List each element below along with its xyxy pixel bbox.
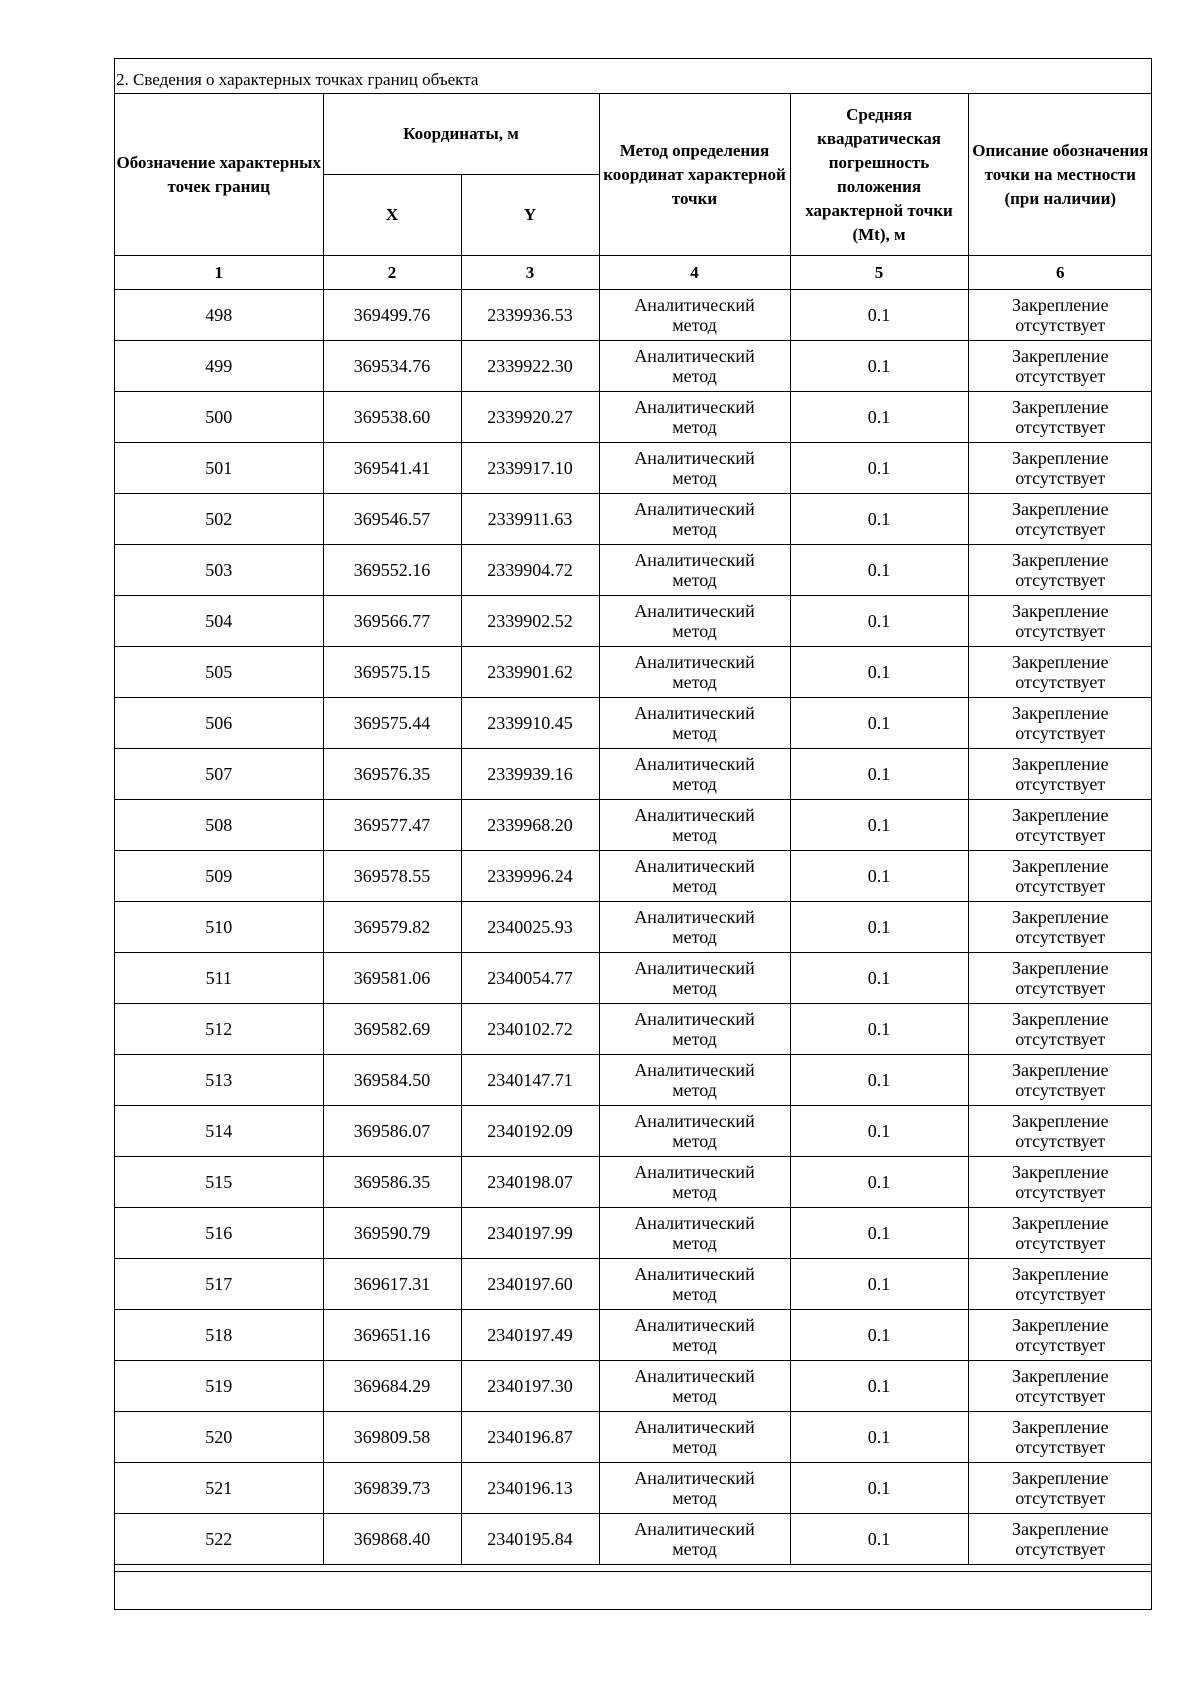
error-cell: 0.1 [790, 443, 968, 494]
method-cell [599, 698, 790, 749]
description-cell-line: Закрепление [1011, 550, 1109, 570]
description-cell [968, 443, 1152, 494]
point-cell: 499 [115, 341, 323, 392]
x-coordinate-cell: 369577.47 [323, 800, 461, 851]
method-cell [599, 647, 790, 698]
x-coordinate-cell: 369538.60 [323, 392, 461, 443]
description-cell-line: Закрепление [1011, 907, 1109, 927]
method-cell-line: Аналитический [634, 1111, 755, 1131]
table-row [115, 1055, 1152, 1106]
point-cell: 505 [115, 647, 323, 698]
table-body [115, 290, 1152, 1565]
description-cell [968, 1055, 1152, 1106]
description-cell [968, 341, 1152, 392]
method-cell-line: метод [672, 1539, 717, 1559]
error-cell: 0.1 [790, 1259, 968, 1310]
table-row [115, 851, 1152, 902]
error-cell: 0.1 [790, 800, 968, 851]
y-coordinate-cell: 2340196.13 [461, 1463, 599, 1514]
point-cell: 513 [115, 1055, 323, 1106]
x-coordinate-cell: 369581.06 [323, 953, 461, 1004]
method-cell-line: Аналитический [634, 1519, 755, 1539]
column-number: 6 [968, 256, 1152, 290]
table-row [115, 698, 1152, 749]
method-cell [599, 1208, 790, 1259]
method-cell-line: метод [672, 723, 717, 743]
y-coordinate-cell: 2339902.52 [461, 596, 599, 647]
error-cell: 0.1 [790, 596, 968, 647]
x-coordinate-cell: 369499.76 [323, 290, 461, 341]
x-coordinate-cell: 369584.50 [323, 1055, 461, 1106]
description-cell [968, 1361, 1152, 1412]
description-cell-line: Закрепление [1011, 499, 1109, 519]
header-description: Описание обозначения точки на местности (при наличии) [968, 94, 1152, 256]
description-cell [968, 596, 1152, 647]
y-coordinate-cell: 2340197.60 [461, 1259, 599, 1310]
error-cell: 0.1 [790, 1055, 968, 1106]
description-cell-line: отсутствует [1015, 927, 1106, 947]
y-coordinate-cell: 2339936.53 [461, 290, 599, 341]
x-coordinate-cell: 369586.35 [323, 1157, 461, 1208]
x-coordinate-cell: 369546.57 [323, 494, 461, 545]
method-cell-line: Аналитический [634, 295, 755, 315]
description-cell-line: отсутствует [1015, 1284, 1106, 1304]
point-cell: 508 [115, 800, 323, 851]
description-cell [968, 1208, 1152, 1259]
description-cell [968, 392, 1152, 443]
header-point-designation: Обозначение характерных точек границ [115, 94, 323, 256]
column-number: 3 [461, 256, 599, 290]
y-coordinate-cell: 2339911.63 [461, 494, 599, 545]
error-cell: 0.1 [790, 1106, 968, 1157]
error-cell: 0.1 [790, 545, 968, 596]
x-coordinate-cell: 369651.16 [323, 1310, 461, 1361]
table-row [115, 1361, 1152, 1412]
method-cell-line: Аналитический [634, 1366, 755, 1386]
method-cell-line: Аналитический [634, 1060, 755, 1080]
description-cell-line: отсутствует [1015, 1335, 1106, 1355]
table-row [115, 647, 1152, 698]
method-cell [599, 1412, 790, 1463]
description-cell-line: отсутствует [1015, 417, 1106, 437]
x-coordinate-cell: 369617.31 [323, 1259, 461, 1310]
description-cell-line: Закрепление [1011, 397, 1109, 417]
method-cell [599, 494, 790, 545]
method-cell-line: метод [672, 1080, 717, 1100]
description-cell-line: Закрепление [1011, 652, 1109, 672]
method-cell-line: Аналитический [634, 703, 755, 723]
y-coordinate-cell: 2339920.27 [461, 392, 599, 443]
table-row [115, 290, 1152, 341]
method-cell [599, 851, 790, 902]
error-cell: 0.1 [790, 290, 968, 341]
y-coordinate-cell: 2340197.99 [461, 1208, 599, 1259]
table-row [115, 494, 1152, 545]
point-cell: 518 [115, 1310, 323, 1361]
method-cell-line: Аналитический [634, 1468, 755, 1488]
point-cell: 512 [115, 1004, 323, 1055]
y-coordinate-cell: 2340195.84 [461, 1514, 599, 1565]
description-cell-line: Закрепление [1011, 1315, 1109, 1335]
table-row [115, 1157, 1152, 1208]
point-cell: 501 [115, 443, 323, 494]
table-row [115, 1463, 1152, 1514]
point-cell: 504 [115, 596, 323, 647]
method-cell-line: Аналитический [634, 856, 755, 876]
method-cell [599, 1259, 790, 1310]
point-cell: 498 [115, 290, 323, 341]
header-x: X [323, 175, 461, 256]
method-cell [599, 1463, 790, 1514]
description-cell [968, 1310, 1152, 1361]
table-row [115, 596, 1152, 647]
method-cell [599, 1514, 790, 1565]
method-cell-line: метод [672, 774, 717, 794]
point-cell: 514 [115, 1106, 323, 1157]
description-cell-line: отсутствует [1015, 1182, 1106, 1202]
x-coordinate-cell: 369575.44 [323, 698, 461, 749]
description-cell-line: Закрепление [1011, 703, 1109, 723]
method-cell-line: метод [672, 876, 717, 896]
method-cell [599, 1361, 790, 1412]
section-caption: 2. Сведения о характерных точках границ объекта [115, 59, 1151, 94]
header-mean-square-error: Средняя квадратическая погрешность положения характерной точки (Mt), м [790, 94, 968, 256]
description-cell [968, 800, 1152, 851]
method-cell-line: Аналитический [634, 1417, 755, 1437]
method-cell-line: метод [672, 1233, 717, 1253]
method-cell-line: метод [672, 621, 717, 641]
method-cell [599, 1310, 790, 1361]
method-cell-line: метод [672, 366, 717, 386]
description-cell [968, 290, 1152, 341]
description-cell-line: отсутствует [1015, 825, 1106, 845]
method-cell-line: Аналитический [634, 499, 755, 519]
description-cell-line: отсутствует [1015, 1386, 1106, 1406]
description-cell-line: Закрепление [1011, 1468, 1109, 1488]
error-cell: 0.1 [790, 392, 968, 443]
description-cell [968, 902, 1152, 953]
description-cell-line: Закрепление [1011, 1060, 1109, 1080]
y-coordinate-cell: 2340197.49 [461, 1310, 599, 1361]
y-coordinate-cell: 2339901.62 [461, 647, 599, 698]
error-cell: 0.1 [790, 1157, 968, 1208]
description-cell-line: отсутствует [1015, 1029, 1106, 1049]
table-row [115, 1259, 1152, 1310]
x-coordinate-cell: 369575.15 [323, 647, 461, 698]
error-cell: 0.1 [790, 749, 968, 800]
description-cell [968, 1259, 1152, 1310]
header-method: Метод определения координат характерной точки [599, 94, 790, 256]
column-number-row [115, 256, 1152, 290]
method-cell-line: Аналитический [634, 805, 755, 825]
error-cell: 0.1 [790, 341, 968, 392]
error-cell: 0.1 [790, 1514, 968, 1565]
y-coordinate-cell: 2339968.20 [461, 800, 599, 851]
description-cell-line: Закрепление [1011, 1264, 1109, 1284]
y-coordinate-cell: 2340192.09 [461, 1106, 599, 1157]
x-coordinate-cell: 369541.41 [323, 443, 461, 494]
error-cell: 0.1 [790, 1463, 968, 1514]
method-cell-line: метод [672, 1284, 717, 1304]
description-cell-line: отсутствует [1015, 876, 1106, 896]
y-coordinate-cell: 2340054.77 [461, 953, 599, 1004]
method-cell-line: метод [672, 1029, 717, 1049]
point-cell: 503 [115, 545, 323, 596]
description-cell-line: отсутствует [1015, 1539, 1106, 1559]
description-cell-line: отсутствует [1015, 570, 1106, 590]
point-cell: 502 [115, 494, 323, 545]
method-cell [599, 1157, 790, 1208]
y-coordinate-cell: 2339922.30 [461, 341, 599, 392]
error-cell: 0.1 [790, 851, 968, 902]
description-cell-line: отсутствует [1015, 774, 1106, 794]
method-cell-line: Аналитический [634, 550, 755, 570]
method-cell-line: Аналитический [634, 652, 755, 672]
table-row [115, 1412, 1152, 1463]
error-cell: 0.1 [790, 1310, 968, 1361]
boundary-points-table [115, 93, 1152, 1565]
method-cell-line: Аналитический [634, 397, 755, 417]
y-coordinate-cell: 2340196.87 [461, 1412, 599, 1463]
header-y: Y [461, 175, 599, 256]
description-cell [968, 1514, 1152, 1565]
error-cell: 0.1 [790, 953, 968, 1004]
error-cell: 0.1 [790, 698, 968, 749]
description-cell [968, 1106, 1152, 1157]
x-coordinate-cell: 369534.76 [323, 341, 461, 392]
error-cell: 0.1 [790, 647, 968, 698]
table-row [115, 1106, 1152, 1157]
description-cell-line: отсутствует [1015, 978, 1106, 998]
y-coordinate-cell: 2339996.24 [461, 851, 599, 902]
x-coordinate-cell: 369579.82 [323, 902, 461, 953]
point-cell: 510 [115, 902, 323, 953]
y-coordinate-cell: 2340197.30 [461, 1361, 599, 1412]
method-cell-line: Аналитический [634, 448, 755, 468]
method-cell [599, 902, 790, 953]
point-cell: 516 [115, 1208, 323, 1259]
x-coordinate-cell: 369578.55 [323, 851, 461, 902]
table-header [115, 94, 1152, 290]
column-number: 5 [790, 256, 968, 290]
description-cell-line: Закрепление [1011, 346, 1109, 366]
description-cell-line: отсутствует [1015, 519, 1106, 539]
description-cell-line: Закрепление [1011, 805, 1109, 825]
table-row [115, 1208, 1152, 1259]
x-coordinate-cell: 369586.07 [323, 1106, 461, 1157]
table-footer-band [115, 1571, 1151, 1610]
description-cell-line: отсутствует [1015, 1437, 1106, 1457]
description-cell [968, 494, 1152, 545]
description-cell-line: Закрепление [1011, 1111, 1109, 1131]
method-cell-line: метод [672, 519, 717, 539]
description-cell-line: отсутствует [1015, 1488, 1106, 1508]
description-cell [968, 1412, 1152, 1463]
x-coordinate-cell: 369590.79 [323, 1208, 461, 1259]
description-cell [968, 1004, 1152, 1055]
method-cell [599, 953, 790, 1004]
y-coordinate-cell: 2339910.45 [461, 698, 599, 749]
description-cell-line: Закрепление [1011, 958, 1109, 978]
description-cell-line: Закрепление [1011, 1417, 1109, 1437]
table-row [115, 1310, 1152, 1361]
document-sheet [114, 58, 1152, 1610]
method-cell-line: Аналитический [634, 1315, 755, 1335]
method-cell-line: Аналитический [634, 1009, 755, 1029]
point-cell: 517 [115, 1259, 323, 1310]
method-cell [599, 341, 790, 392]
error-cell: 0.1 [790, 1412, 968, 1463]
table-row [115, 341, 1152, 392]
method-cell [599, 443, 790, 494]
description-cell-line: Закрепление [1011, 1366, 1109, 1386]
description-cell-line: отсутствует [1015, 1233, 1106, 1253]
method-cell [599, 392, 790, 443]
point-cell: 500 [115, 392, 323, 443]
error-cell: 0.1 [790, 1361, 968, 1412]
method-cell-line: метод [672, 672, 717, 692]
method-cell-line: Аналитический [634, 754, 755, 774]
description-cell [968, 749, 1152, 800]
method-cell-line: метод [672, 1335, 717, 1355]
description-cell [968, 698, 1152, 749]
method-cell [599, 800, 790, 851]
method-cell [599, 596, 790, 647]
table-row [115, 1004, 1152, 1055]
description-cell-line: Закрепление [1011, 1213, 1109, 1233]
table-row [115, 392, 1152, 443]
table-row [115, 953, 1152, 1004]
method-cell-line: Аналитический [634, 601, 755, 621]
table-row [115, 902, 1152, 953]
method-cell-line: метод [672, 978, 717, 998]
description-cell-line: Закрепление [1011, 601, 1109, 621]
point-cell: 521 [115, 1463, 323, 1514]
table-row [115, 443, 1152, 494]
table-row [115, 1514, 1152, 1565]
method-cell-line: Аналитический [634, 1213, 755, 1233]
error-cell: 0.1 [790, 902, 968, 953]
y-coordinate-cell: 2339939.16 [461, 749, 599, 800]
description-cell-line: отсутствует [1015, 723, 1106, 743]
description-cell [968, 1157, 1152, 1208]
method-cell [599, 290, 790, 341]
x-coordinate-cell: 369868.40 [323, 1514, 461, 1565]
point-cell: 511 [115, 953, 323, 1004]
point-cell: 507 [115, 749, 323, 800]
method-cell-line: метод [672, 570, 717, 590]
error-cell: 0.1 [790, 1004, 968, 1055]
method-cell-line: Аналитический [634, 958, 755, 978]
description-cell-line: отсутствует [1015, 1080, 1106, 1100]
description-cell-line: Закрепление [1011, 448, 1109, 468]
error-cell: 0.1 [790, 1208, 968, 1259]
description-cell-line: Закрепление [1011, 754, 1109, 774]
description-cell-line: отсутствует [1015, 315, 1106, 335]
method-cell-line: Аналитический [634, 1264, 755, 1284]
column-number: 2 [323, 256, 461, 290]
description-cell-line: Закрепление [1011, 1519, 1109, 1539]
description-cell-line: отсутствует [1015, 672, 1106, 692]
method-cell-line: метод [672, 825, 717, 845]
table-row [115, 800, 1152, 851]
description-cell [968, 647, 1152, 698]
description-cell-line: Закрепление [1011, 295, 1109, 315]
point-cell: 522 [115, 1514, 323, 1565]
x-coordinate-cell: 369552.16 [323, 545, 461, 596]
point-cell: 520 [115, 1412, 323, 1463]
method-cell [599, 1106, 790, 1157]
description-cell [968, 1463, 1152, 1514]
description-cell-line: отсутствует [1015, 366, 1106, 386]
point-cell: 506 [115, 698, 323, 749]
x-coordinate-cell: 369582.69 [323, 1004, 461, 1055]
x-coordinate-cell: 369809.58 [323, 1412, 461, 1463]
method-cell-line: метод [672, 1437, 717, 1457]
description-cell [968, 953, 1152, 1004]
description-cell-line: Закрепление [1011, 1162, 1109, 1182]
header-coordinates: Координаты, м [323, 94, 599, 175]
point-cell: 515 [115, 1157, 323, 1208]
method-cell-line: метод [672, 1386, 717, 1406]
y-coordinate-cell: 2339904.72 [461, 545, 599, 596]
method-cell-line: Аналитический [634, 1162, 755, 1182]
method-cell [599, 749, 790, 800]
description-cell-line: отсутствует [1015, 621, 1106, 641]
y-coordinate-cell: 2340102.72 [461, 1004, 599, 1055]
description-cell [968, 545, 1152, 596]
column-number: 1 [115, 256, 323, 290]
method-cell-line: метод [672, 927, 717, 947]
x-coordinate-cell: 369684.29 [323, 1361, 461, 1412]
y-coordinate-cell: 2339917.10 [461, 443, 599, 494]
description-cell-line: отсутствует [1015, 468, 1106, 488]
table-row [115, 749, 1152, 800]
method-cell-line: метод [672, 1488, 717, 1508]
y-coordinate-cell: 2340025.93 [461, 902, 599, 953]
x-coordinate-cell: 369576.35 [323, 749, 461, 800]
method-cell-line: Аналитический [634, 346, 755, 366]
description-cell-line: Закрепление [1011, 856, 1109, 876]
x-coordinate-cell: 369839.73 [323, 1463, 461, 1514]
method-cell-line: метод [672, 417, 717, 437]
method-cell-line: метод [672, 315, 717, 335]
description-cell-line: отсутствует [1015, 1131, 1106, 1151]
y-coordinate-cell: 2340198.07 [461, 1157, 599, 1208]
y-coordinate-cell: 2340147.71 [461, 1055, 599, 1106]
method-cell-line: метод [672, 1131, 717, 1151]
point-cell: 519 [115, 1361, 323, 1412]
table-row [115, 545, 1152, 596]
column-number: 4 [599, 256, 790, 290]
method-cell [599, 1004, 790, 1055]
description-cell [968, 851, 1152, 902]
method-cell-line: метод [672, 1182, 717, 1202]
x-coordinate-cell: 369566.77 [323, 596, 461, 647]
point-cell: 509 [115, 851, 323, 902]
method-cell-line: метод [672, 468, 717, 488]
method-cell-line: Аналитический [634, 907, 755, 927]
method-cell [599, 545, 790, 596]
error-cell: 0.1 [790, 494, 968, 545]
method-cell [599, 1055, 790, 1106]
description-cell-line: Закрепление [1011, 1009, 1109, 1029]
